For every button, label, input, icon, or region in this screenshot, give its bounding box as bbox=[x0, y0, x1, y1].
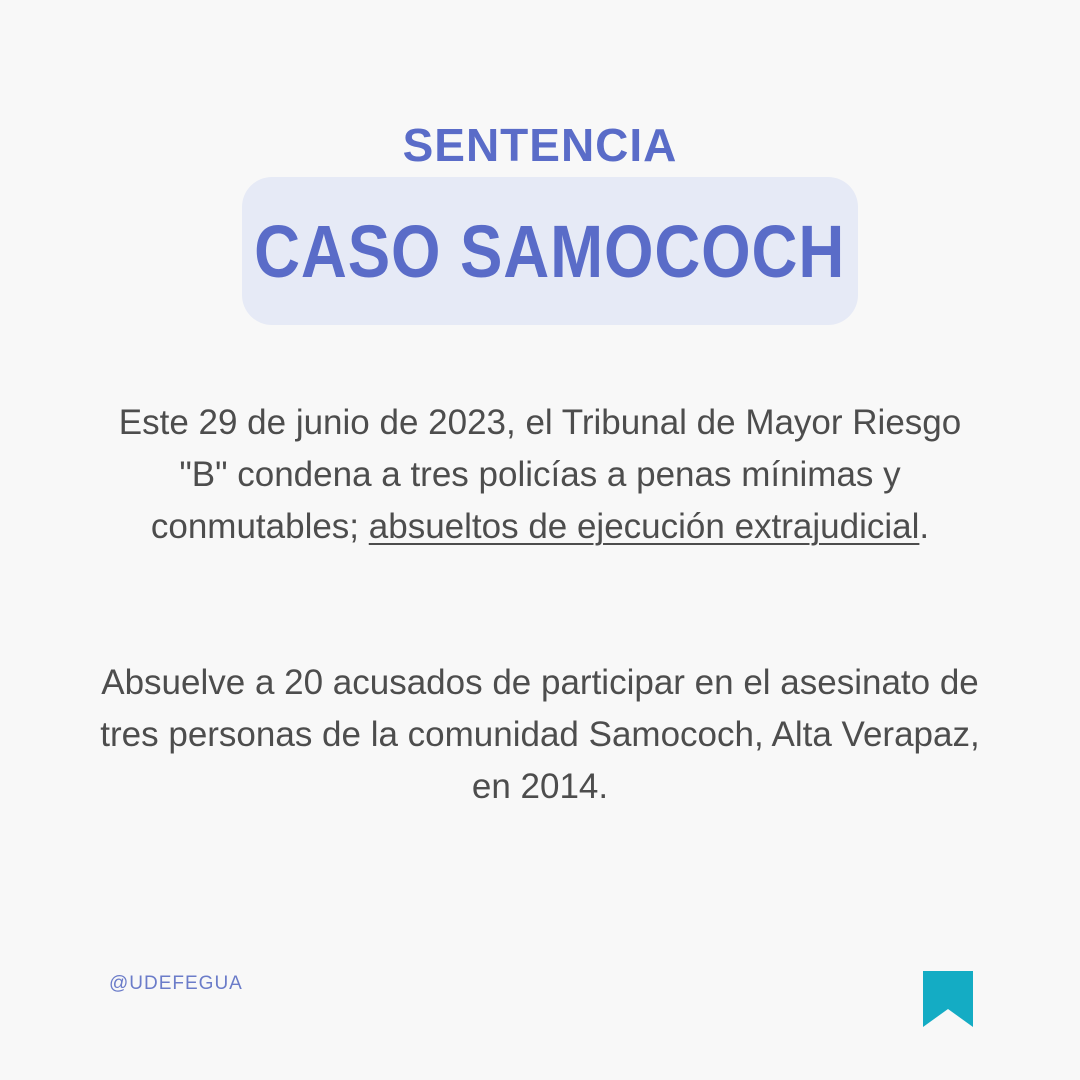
verdict-emphasis: absueltos de ejecución extrajudicial bbox=[368, 507, 920, 546]
verdict-tail: . bbox=[919, 507, 930, 546]
social-handle: @UDEFEGUA bbox=[109, 973, 243, 994]
title-box bbox=[242, 177, 858, 325]
kicker-heading: SENTENCIA bbox=[402, 119, 678, 171]
bookmark-icon bbox=[923, 971, 973, 1027]
paragraph-verdict bbox=[100, 397, 980, 553]
verdict-lead: Este 29 de junio de 2023, el Tribunal de Mayor Riesgo "B" condena a tres policías a penas mínimas y conmutables; bbox=[118, 403, 962, 546]
case-title: CASO SAMOCOCH bbox=[254, 209, 846, 293]
paragraph-acquittal: Absuelve a 20 acusados de participar en el asesinato de tres personas de la comunidad Samococh, Alta Verapaz, en 2014. bbox=[100, 663, 980, 806]
